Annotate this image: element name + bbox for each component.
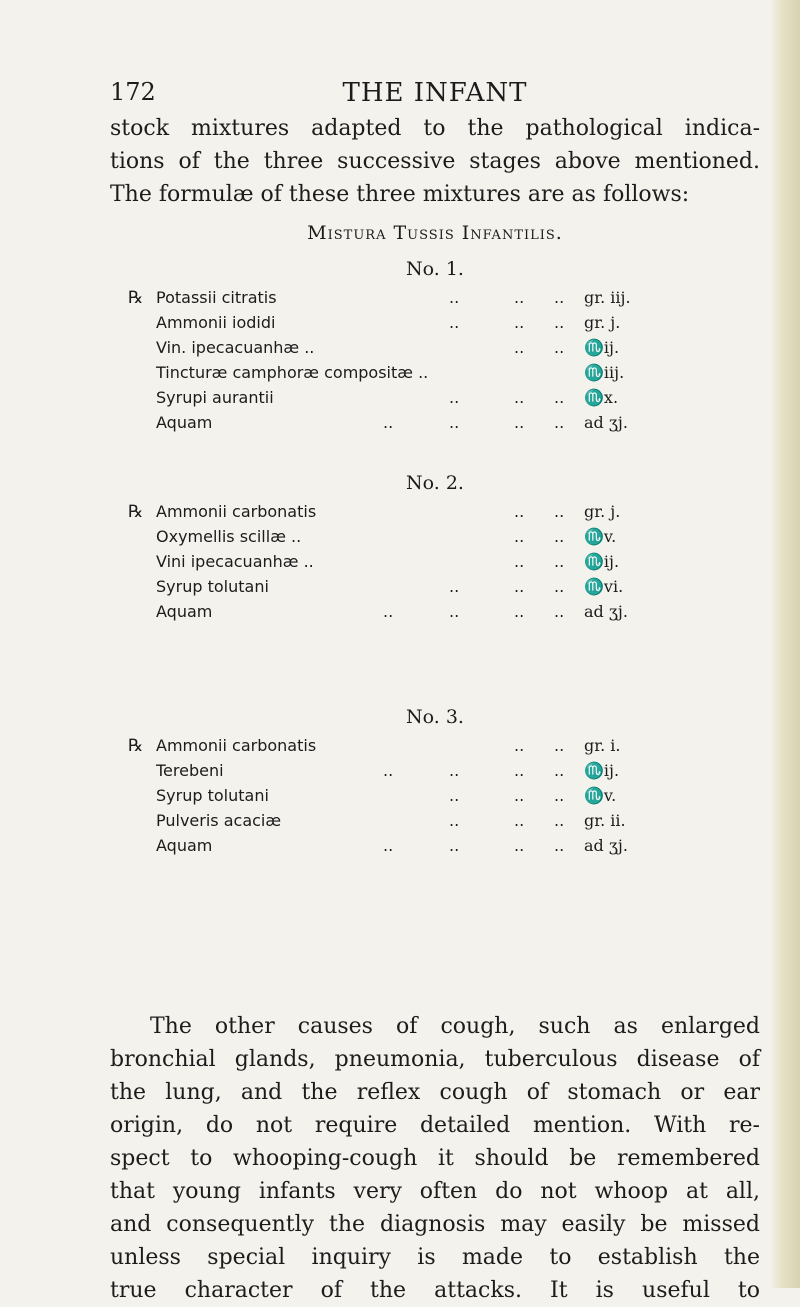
ingredient-dose: ♏vi.: [584, 577, 624, 596]
leader-dots: ..: [514, 836, 525, 855]
page-edge-shading: [770, 0, 800, 1288]
ingredient-dose: gr. i.: [584, 736, 621, 755]
ingredient-row: [110, 761, 760, 786]
leader-dots: ..: [514, 602, 525, 621]
closing-paragraph: [110, 1010, 760, 1307]
recipe-symbol: ℞: [128, 288, 144, 308]
text-line: tions of the three successive stages above mentioned.: [110, 149, 760, 174]
leader-dots: ..: [514, 527, 525, 546]
ingredient-list: [110, 288, 760, 438]
intro-paragraph: [110, 112, 760, 211]
leader-dots: ..: [449, 761, 460, 780]
formula-number: No. 2.: [406, 472, 464, 494]
formula-2: [110, 472, 760, 652]
leader-dots: ..: [554, 388, 565, 407]
ingredient-name: Syrup tolutani: [156, 577, 269, 596]
ingredient-dose: ad ʒj.: [584, 602, 628, 621]
ingredient-name: Vini ipecacuanhæ ..: [156, 552, 314, 571]
leader-dots: ..: [514, 552, 525, 571]
ingredient-row: [110, 736, 760, 761]
leader-dots: ..: [514, 502, 525, 521]
leader-dots: ..: [514, 338, 525, 357]
formula-3: [110, 706, 760, 886]
ingredient-name: Potassii citratis: [156, 288, 277, 307]
leader-dots: ..: [554, 552, 565, 571]
ingredient-name: Oxymellis scillæ ..: [156, 527, 302, 546]
ingredient-name: Ammonii carbonatis: [156, 502, 317, 521]
leader-dots: ..: [514, 577, 525, 596]
leader-dots: ..: [449, 786, 460, 805]
ingredient-name: Syrup tolutani: [156, 786, 269, 805]
ingredient-dose: gr. ii.: [584, 811, 626, 830]
ingredient-name: Ammonii carbonatis: [156, 736, 317, 755]
ingredient-dose: ad ʒj.: [584, 413, 628, 432]
text-line: origin, do not require detailed mention. With re-: [110, 1113, 760, 1138]
leader-dots: ..: [383, 413, 394, 432]
text-line: that young infants very often do not whoop at all,: [110, 1179, 760, 1204]
formula-1: [110, 258, 760, 458]
leader-dots: ..: [514, 313, 525, 332]
ingredient-name: Pulveris acaciæ: [156, 811, 282, 830]
ingredient-row: [110, 811, 760, 836]
leader-dots: ..: [514, 811, 525, 830]
ingredient-dose: gr. iij.: [584, 288, 631, 307]
ingredient-row: [110, 413, 760, 438]
text-line: The formulæ of these three mixtures are as follows:: [110, 182, 690, 207]
ingredient-name: Tincturæ camphoræ compositæ ..: [156, 363, 429, 382]
ingredient-name: Syrupi aurantii: [156, 388, 274, 407]
ingredient-row: [110, 313, 760, 338]
ingredient-dose: ♏v.: [584, 527, 617, 546]
running-head: THE INFANT: [342, 78, 528, 108]
ingredient-dose: gr. j.: [584, 502, 621, 521]
leader-dots: ..: [554, 502, 565, 521]
leader-dots: ..: [514, 786, 525, 805]
leader-dots: ..: [554, 288, 565, 307]
text-line: bronchial glands, pneumonia, tuberculous disease of: [110, 1047, 760, 1072]
leader-dots: ..: [449, 413, 460, 432]
leader-dots: ..: [554, 577, 565, 596]
leader-dots: ..: [514, 413, 525, 432]
ingredient-list: [110, 502, 760, 627]
ingredient-row: [110, 338, 760, 363]
leader-dots: ..: [449, 602, 460, 621]
recipe-symbol: ℞: [128, 502, 144, 522]
leader-dots: ..: [554, 602, 565, 621]
leader-dots: ..: [383, 602, 394, 621]
leader-dots: ..: [449, 288, 460, 307]
ingredient-row: [110, 288, 760, 313]
ingredient-row: [110, 602, 760, 627]
leader-dots: ..: [449, 836, 460, 855]
ingredient-dose: ad ʒj.: [584, 836, 628, 855]
ingredient-name: Aquam: [156, 836, 213, 855]
leader-dots: ..: [514, 388, 525, 407]
ingredient-row: [110, 836, 760, 861]
leader-dots: ..: [449, 313, 460, 332]
leader-dots: ..: [554, 527, 565, 546]
leader-dots: ..: [554, 786, 565, 805]
ingredient-name: Terebeni: [156, 761, 224, 780]
page-number: 172: [110, 78, 156, 106]
ingredient-row: [110, 577, 760, 602]
ingredient-list: [110, 736, 760, 861]
ingredient-name: Vin. ipecacuanhæ ..: [156, 338, 315, 357]
ingredient-row: [110, 363, 760, 388]
ingredient-row: [110, 527, 760, 552]
leader-dots: ..: [554, 413, 565, 432]
leader-dots: ..: [383, 761, 394, 780]
leader-dots: ..: [554, 313, 565, 332]
leader-dots: ..: [449, 577, 460, 596]
leader-dots: ..: [514, 736, 525, 755]
text-line: The other causes of cough, such as enlarged: [150, 1014, 760, 1039]
ingredient-dose: ♏ij.: [584, 552, 620, 571]
leader-dots: ..: [383, 836, 394, 855]
ingredient-dose: ♏ij.: [584, 761, 620, 780]
ingredient-name: Aquam: [156, 602, 213, 621]
ingredient-dose: ♏x.: [584, 388, 619, 407]
formula-number: No. 3.: [406, 706, 464, 728]
ingredient-name: Ammonii iodidi: [156, 313, 276, 332]
leader-dots: ..: [449, 811, 460, 830]
text-line: and consequently the diagnosis may easily be missed: [110, 1212, 760, 1237]
recipe-title: Mistura Tussis Infantilis.: [307, 222, 563, 244]
leader-dots: ..: [554, 338, 565, 357]
formula-number: No. 1.: [406, 258, 464, 280]
ingredient-dose: ♏v.: [584, 786, 617, 805]
ingredient-row: [110, 552, 760, 577]
recipe-symbol: ℞: [128, 736, 144, 756]
text-line: unless special inquiry is made to establish the: [110, 1245, 760, 1270]
leader-dots: ..: [554, 736, 565, 755]
leader-dots: ..: [554, 811, 565, 830]
ingredient-dose: ♏iij.: [584, 363, 625, 382]
ingredient-row: [110, 502, 760, 527]
ingredient-row: [110, 388, 760, 413]
ingredient-name: Aquam: [156, 413, 213, 432]
ingredient-dose: gr. j.: [584, 313, 621, 332]
leader-dots: ..: [554, 761, 565, 780]
leader-dots: ..: [554, 836, 565, 855]
leader-dots: ..: [514, 288, 525, 307]
leader-dots: ..: [514, 761, 525, 780]
text-line: spect to whooping-cough it should be remembered: [110, 1146, 760, 1171]
text-line: the lung, and the reflex cough of stomach or ear: [110, 1080, 760, 1105]
text-line: true character of the attacks. It is useful to: [110, 1278, 760, 1303]
text-line: stock mixtures adapted to the pathological indica-: [110, 116, 760, 141]
leader-dots: ..: [449, 388, 460, 407]
ingredient-dose: ♏ij.: [584, 338, 620, 357]
ingredient-row: [110, 786, 760, 811]
